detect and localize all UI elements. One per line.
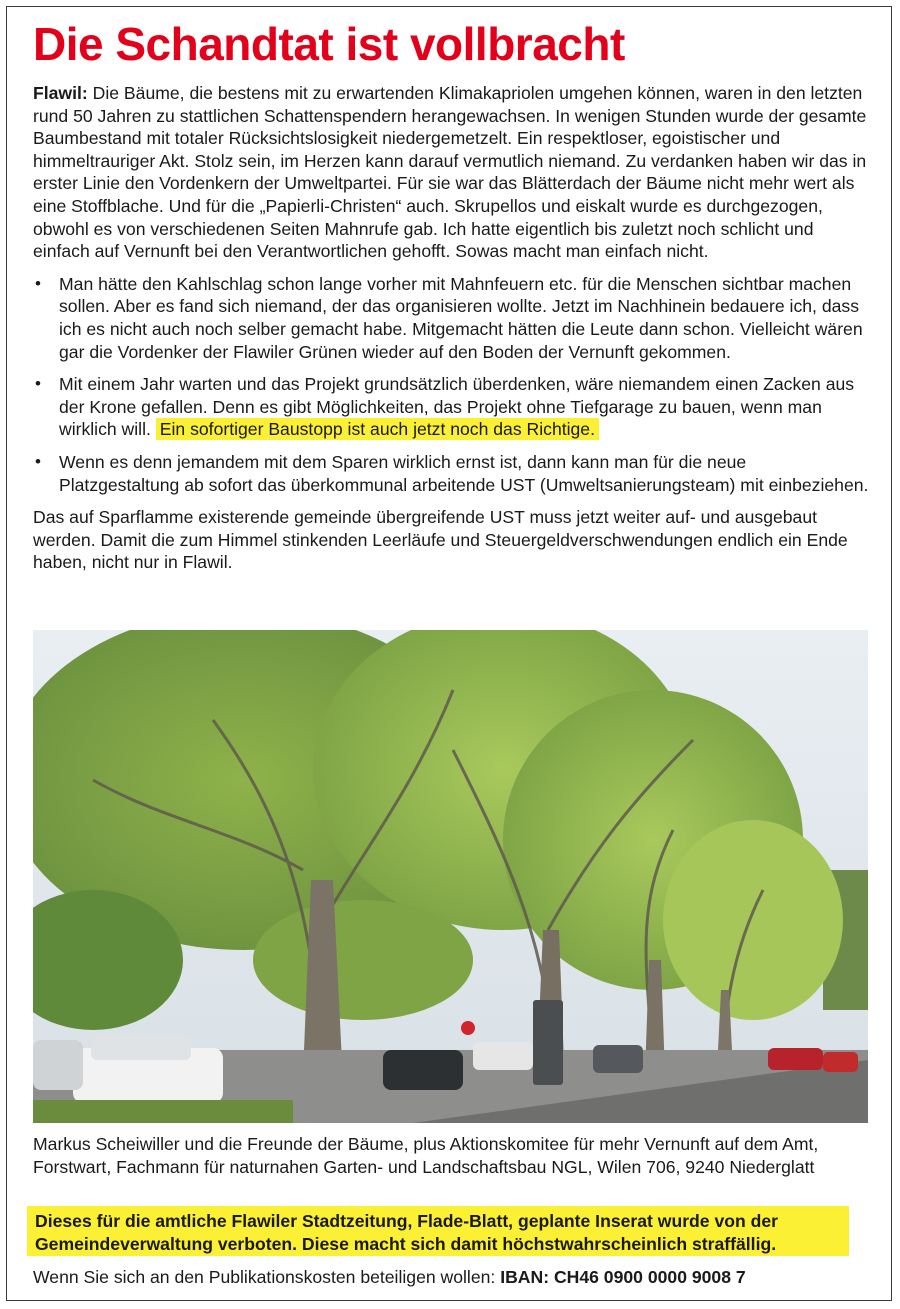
caption: Markus Scheiwiller und die Freunde der Bäume, plus Aktionskomitee für mehr Vernunft auf dem Amt, Forstwart, Fachmann für naturnahen Garten- und Landschaftsbau NGL, Wilen 706, 9240 Niederglatt	[33, 1134, 819, 1177]
bullet-text: Mit einem Jahr warten und das Projekt grundsätzlich überdenken, wäre niemandem einen Zacken aus der Krone gefallen. Denn es gibt Möglichkeiten, das Projekt ohne Tiefgarage zu bauen, wenn man wirklich will.	[59, 374, 855, 440]
donation-text: Wenn Sie sich an den Publikationskosten beteiligen wollen:	[33, 1267, 496, 1287]
bullet-icon: •	[35, 273, 41, 293]
location-label: Flawil:	[33, 83, 88, 103]
bullet-icon: •	[35, 451, 41, 471]
headline: Die Schandtat ist vollbracht	[33, 18, 625, 70]
banned-notice: Dieses für die amtliche Flawiler Stadtzeitung, Flade-Blatt, geplante Inserat wurde von der Gemeindeverwaltung verboten. Diese macht sich damit höchstwahrscheinlich straffällig.	[27, 1206, 849, 1256]
iban: IBAN: CH46 0900 0000 9008 7	[500, 1267, 746, 1287]
bullet-icon: •	[35, 374, 41, 394]
tree-lined-street-photo	[33, 630, 868, 1123]
bullet-text: Wenn es denn jemandem mit dem Sparen wirklich ernst ist, dann kann man für die neue Platzgestaltung ab sofort das überkommunal arbeitende UST (Umweltsanierungsteam) mit einbeziehen.	[59, 451, 869, 495]
highlighted-text: Ein sofortiger Baustopp ist auch jetzt noch das Richtige.	[156, 418, 599, 440]
closing-paragraph: Das auf Sparflamme existerende gemeinde übergreifende UST muss jetzt weiter auf- und ausgebaut werden. Damit die zum Himmel stinkenden Leerläufe und Steuergeldverschwendungen endlich ein Ende haben, nicht nur in Flawil.	[33, 507, 848, 573]
list-item	[33, 451, 869, 496]
list-item	[33, 273, 869, 363]
donation-line	[33, 1266, 863, 1289]
list-item	[33, 373, 869, 441]
intro-paragraph	[33, 82, 869, 263]
intro-text: Die Bäume, die bestens mit zu erwartenden Klimakapriolen umgehen können, waren in den letzten rund 50 Jahren zu stattlichen Schattenspendern herangewachsen. In wenigen Stunden wurde der gesamte Baumbestand mit totaler Rücksichtslosigkeit niedergemetzelt. Ein respektloser, egoistischer und himmeltrauriger Akt. Stolz sein, im Herzen kann darauf vermutlich niemand. Zu verdanken haben wir das in erster Linie den Vordenkern der Umweltpartei. Für sie war das Blätterdach der Bäume nicht mehr wert als eine Stoffblache. Und für die „Papierli-Christen“ auch. Skrupellos und eiskalt wurde es durchgezogen, obwohl es von verschiedenen Seiten Mahnrufe gab. Ich hatte eigentlich bis zuletzt noch schlicht und einfach auf Vernunft bei den Verantwortlichen gehofft. Sowas macht man einfach nicht.	[33, 83, 867, 262]
bullet-text: Man hätte den Kahlschlag schon lange vorher mit Mahnfeuern etc. für die Menschen sichtbar machen sollen. Aber es fand sich niemand, der das organisieren wollte. Jetzt im Nachhinein bedauere ich, dass ich es nicht auch noch selber gemacht habe. Mitgemacht hätten die Leute dann schon. Vielleicht wären gar die Vordenker der Flawiler Grünen wieder auf den Boden der Vernunft gekommen.	[59, 273, 863, 362]
article	[33, 14, 869, 574]
bullet-list	[33, 273, 869, 496]
